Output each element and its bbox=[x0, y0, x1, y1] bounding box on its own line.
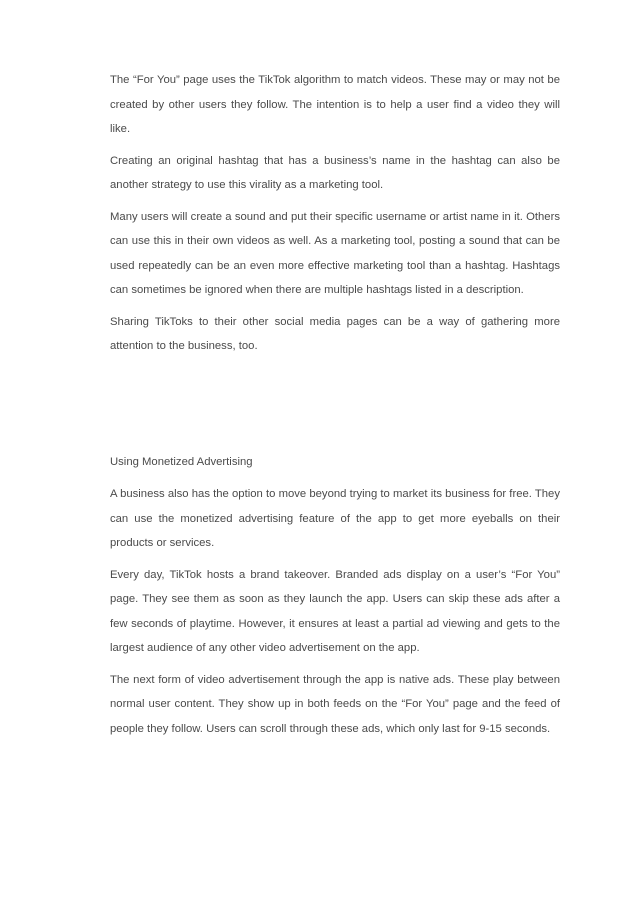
paragraph-brand-takeover: Every day, TikTok hosts a brand takeover. Branded ads display on a user’s “For You” page. They see them as soon as they launch the app. Users can skip these ads after a few seconds of playtime. However, it ensures at least a partial ad viewing and gets to the largest audience of any other video advertisement on the app. bbox=[110, 568, 560, 654]
paragraph-sharing-tiktoks: Sharing TikToks to their other social media pages can be a way of gathering more attention to the business, too. bbox=[110, 315, 560, 352]
paragraph-original-hashtag: Creating an original hashtag that has a business’s name in the hashtag can also be another strategy to use this virality as a marketing tool. bbox=[110, 154, 560, 191]
paragraph-sound-marketing: Many users will create a sound and put their specific username or artist name in it. Others can use this in their own videos as well. As a marketing tool, posting a sound that can be used repeatedly can be an even more effective marketing tool than a hashtag. Hashtags can sometimes be ignored when there are multiple hashtags listed in a description. bbox=[110, 210, 560, 296]
paragraph-monetized-option: A business also has the option to move beyond trying to market its business for free. They can use the monetized advertising feature of the app to get more eyeballs on their products or services. bbox=[110, 488, 560, 549]
document-body bbox=[110, 68, 560, 748]
section-heading: Using Monetized Advertising bbox=[110, 455, 253, 468]
section-spacer bbox=[110, 366, 560, 450]
paragraph-native-ads: The next form of video advertisement through the app is native ads. These play between normal user content. They show up in both feeds on the “For You” page and the feed of people they follow. Users can scroll through these ads, which only last for 9-15 seconds. bbox=[110, 673, 560, 735]
paragraph-for-you-page: The “For You” page uses the TikTok algorithm to match videos. These may or may not be created by other users they follow. The intention is to help a user find a video they will like. bbox=[110, 74, 560, 135]
